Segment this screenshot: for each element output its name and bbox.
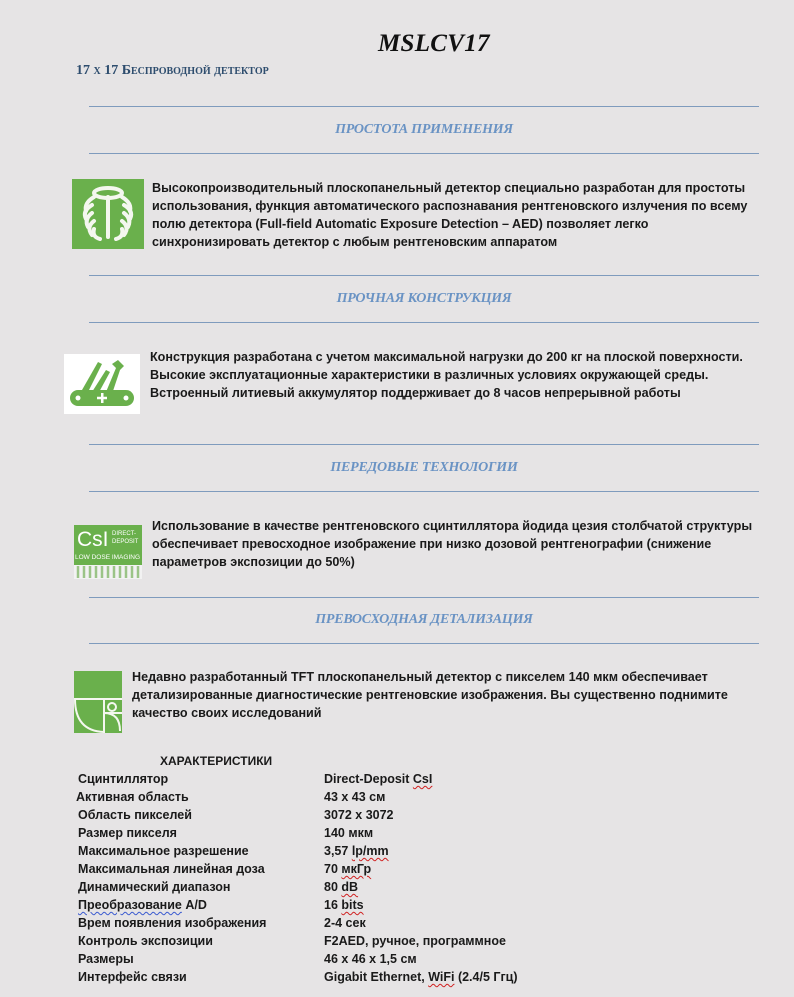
csi-label: CsI xyxy=(77,528,109,551)
spec-value: 2-4 сек xyxy=(324,916,366,930)
feature-description: Недавно разработанный TFT плоскопанельный детектор с пикселем 140 мкм обеспечивает детализированные диагностические рентгеновские изображения. Вы существенно поднимите качество своих исследований xyxy=(132,670,728,720)
csi-direct-label: DIRECT- xyxy=(112,531,136,537)
spec-value-text: Gigabit Ethernet, WiFi (2.4/5 Ггц) xyxy=(324,970,518,984)
spec-value-text: 70 мкГр xyxy=(324,862,372,876)
spec-value xyxy=(324,898,364,912)
spec-row xyxy=(78,952,578,970)
feature-ease-of-use xyxy=(72,179,762,251)
spec-value xyxy=(324,862,371,876)
section-heading-robust-design: ПРОЧНАЯ КОНСТРУКЦИЯ xyxy=(336,291,512,306)
spec-row xyxy=(78,970,578,988)
divider xyxy=(89,491,759,492)
spec-row xyxy=(78,844,578,862)
spec-value xyxy=(324,970,518,984)
multitool-icon xyxy=(64,354,140,414)
spec-value: 43 х 43 см xyxy=(324,790,386,804)
spec-row xyxy=(78,862,578,880)
feature-description: Конструкция разработана с учетом максимальной нагрузки до 200 кг на плоской поверхности. Высокие эксплуатационные характеристики в различных условиях окружающей среды. Встроенный литиевый аккумулятор поддерживает до 8 часов непрерывной работы xyxy=(150,350,743,400)
section-heading-ease-of-use: ПРОСТОТА ПРИМЕНЕНИЯ xyxy=(335,122,513,137)
divider xyxy=(89,106,759,107)
csi-direct-deposit-icon xyxy=(74,525,142,579)
spec-value: 140 мкм xyxy=(324,826,374,840)
golden-ratio-icon xyxy=(74,671,122,733)
spec-label: Контроль экспозиции xyxy=(78,934,213,948)
spec-row xyxy=(78,880,578,898)
spec-value xyxy=(324,880,358,894)
ribcage-icon xyxy=(72,179,144,249)
model-title: MSLCV17 xyxy=(378,30,490,57)
spec-value xyxy=(324,772,432,786)
grammar-mark: Преобразование xyxy=(78,898,182,912)
spec-value: F2AED, ручное, программное xyxy=(324,934,506,948)
feature-advanced-tech xyxy=(74,517,764,579)
spellcheck-mark: CsI xyxy=(412,772,433,786)
spec-row xyxy=(78,898,578,916)
spec-value: 46 х 46 х 1,5 см xyxy=(324,952,417,966)
csi-low-dose-label: LOW DOSE IMAGING xyxy=(75,554,141,561)
spec-label-text: Преобразование A/D xyxy=(78,898,207,912)
specs-title: ХАРАКТЕРИСТИКИ xyxy=(160,754,273,768)
spec-value: 3072 х 3072 xyxy=(324,808,394,822)
feature-robust-design xyxy=(64,348,764,414)
spec-row xyxy=(76,790,576,808)
divider xyxy=(89,275,759,276)
section-heading-superior-detail: ПРЕВОСХОДНАЯ ДЕТАЛИЗАЦИЯ xyxy=(315,612,533,627)
subtitle: 17 х 17 Беспроводной детектор xyxy=(76,63,269,78)
spec-label: Врем появления изображения xyxy=(78,916,267,930)
spec-label: Сцинтиллятор xyxy=(78,772,169,786)
spellcheck-mark: dB xyxy=(341,880,359,894)
spec-label: Активная область xyxy=(76,790,189,804)
spec-label: Максимальная линейная доза xyxy=(78,862,265,876)
csi-deposit-label: DEPOSIT xyxy=(112,539,139,545)
spec-row xyxy=(78,772,578,790)
feature-superior-detail xyxy=(74,668,764,733)
spec-value-text: Direct-Deposit CsI xyxy=(324,772,433,786)
spec-row xyxy=(78,916,578,934)
divider xyxy=(89,643,759,644)
spec-label: Размеры xyxy=(78,952,134,966)
spec-label: Размер пикселя xyxy=(78,826,177,840)
section-heading-advanced-tech: ПЕРЕДОВЫЕ ТЕХНОЛОГИИ xyxy=(330,460,518,475)
divider xyxy=(89,153,759,154)
spec-value xyxy=(324,844,389,858)
spellcheck-mark: bits xyxy=(341,898,364,912)
divider xyxy=(89,444,759,445)
spec-row xyxy=(78,826,578,844)
feature-description: Использование в качестве рентгеновского сцинтиллятора йодида цезия столбчатой структуры обеспечивает превосходное изображение при низко дозовой рентгенографии (снижение параметров экспозиции до 50%) xyxy=(152,519,753,569)
spec-value-text: 3,57 lp/mm xyxy=(324,844,389,858)
spec-label: Область пикселей xyxy=(78,808,192,822)
feature-description: Высокопроизводительный плоскопанельный детектор специально разработан для простоты использования, функция автоматического распознавания рентгеновского излучения по всему полю детектора (Full-field Automatic Exposure Detection – AED) позволяет легко синхронизировать детектор с любым рентгеновским аппаратом xyxy=(152,181,748,249)
spec-label xyxy=(78,898,207,912)
divider xyxy=(89,597,759,598)
spec-row xyxy=(78,808,578,826)
spellcheck-mark: мкГр xyxy=(341,862,372,876)
spec-label: Интерфейс связи xyxy=(78,970,187,984)
spec-value-text: 80 dB xyxy=(324,880,359,894)
spec-label: Максимальное разрешение xyxy=(78,844,249,858)
spec-label: Динамический диапазон xyxy=(78,880,231,894)
divider xyxy=(89,322,759,323)
spellcheck-mark: lp/mm xyxy=(351,844,389,858)
spec-value-text: 16 bits xyxy=(324,898,364,912)
spellcheck-mark: WiFi xyxy=(428,970,455,984)
spec-row xyxy=(78,934,578,952)
